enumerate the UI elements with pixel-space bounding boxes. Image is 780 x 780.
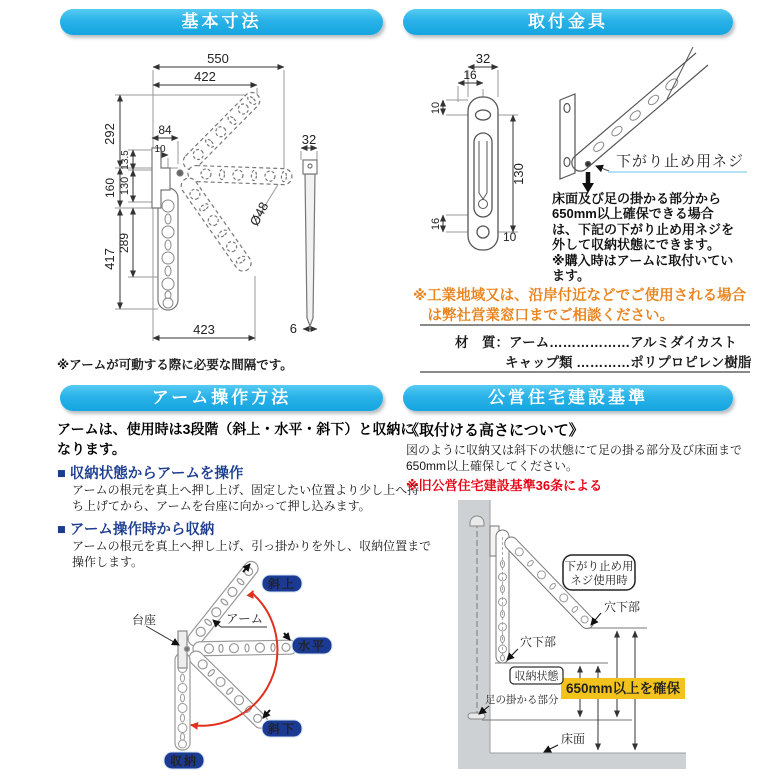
dim-160: 160 (103, 177, 117, 199)
height-body (406, 442, 742, 474)
arm-label: アーム (226, 612, 264, 626)
side-view-arm-profile (305, 174, 315, 326)
bracket-side-view (560, 47, 708, 193)
step1-body (72, 482, 419, 514)
dim-13-5: 13.5 (120, 150, 131, 170)
dim-10: 10 (154, 144, 166, 155)
wall (458, 500, 490, 769)
base-label: 台座 (132, 613, 157, 627)
screw-state-line2: ネジ使用時 (570, 575, 628, 587)
dim-130: 130 (511, 163, 526, 185)
section-title-mounting-bracket: 取付金具 (403, 9, 733, 35)
text-line: 床面及び足の掛かる部分から (552, 191, 722, 206)
foot-catch-part (468, 713, 485, 719)
material-row-caps: キャップ類 …………ポリプロピレン樹脂 (505, 355, 752, 370)
text-line: は弊社営業窓口までご相談ください。 (413, 307, 674, 324)
hole-bottom-label-lower: 穴下部 (520, 635, 557, 649)
step1-heading: ■ 収納状態からアームを操作 (57, 466, 244, 482)
pivot-bolt (177, 170, 183, 176)
dim-32-side: 32 (301, 132, 317, 147)
stopper-screw (586, 162, 591, 167)
floor-leader (544, 745, 558, 752)
text-line: ち上げてから、アームを台座に向かって押し込みます。 (72, 499, 371, 513)
material-row-arm: 材 質：アーム………………アルミダイカスト (455, 335, 737, 350)
arm-operation-diagram (130, 556, 390, 778)
height-subtitle: 《取付ける高さについて》 (404, 422, 584, 439)
badge-up-label: 斜上 (267, 577, 297, 591)
dim-16-top: 16 (463, 68, 477, 82)
pivot (185, 647, 190, 652)
floor-label: 床面 (561, 732, 586, 746)
text-line: アームの根元を真上へ押し上げ、固定したい位置より少し上へ持 (72, 483, 420, 497)
arm-horizontal (193, 640, 297, 656)
extension-lines (115, 70, 317, 341)
dim-130: 130 (119, 176, 131, 196)
text-line: 操作します。 (72, 555, 144, 569)
material-table-top-rule (420, 324, 750, 326)
floor (490, 753, 686, 769)
dim-pole-diameter: Ø48 (246, 199, 272, 229)
text-line: なります。 (57, 441, 126, 457)
badge-stored-label: 収納 (169, 754, 199, 768)
dim-10-left: 10 (430, 101, 442, 115)
tip-arrow-horizontal (284, 633, 290, 640)
badge-down-label: 斜下 (267, 722, 297, 736)
base-label-leader (146, 626, 179, 645)
text-line: ※工業地域又は、沿岸付近などでご使用される場合 (413, 288, 747, 304)
section-title-housing-standard: 公営住宅建設基準 (403, 385, 733, 411)
dim-292: 292 (102, 123, 117, 145)
text-line: は、下記の下がり止め用ネジを (552, 221, 735, 237)
arm-down (186, 648, 270, 731)
break-line (667, 47, 693, 99)
dim-16-bottom: 16 (430, 217, 442, 231)
screw-state-line1: 下がり止め用 (564, 561, 634, 573)
section-title-arm-operation: アーム操作方法 (60, 385, 383, 411)
arm-up (185, 559, 264, 649)
text-line: ます。 (552, 268, 590, 284)
text-line: 650mm以上確保してください。 (406, 459, 579, 473)
dim-32: 32 (475, 51, 491, 66)
dim-417: 417 (102, 248, 117, 270)
standard-reference-note: ※旧公営住宅建設基準36条による (406, 478, 603, 493)
basic-dimensions-drawing (0, 48, 390, 348)
dim-6: 6 (289, 321, 297, 336)
side-view-hook (308, 164, 312, 168)
dim-550: 550 (207, 51, 229, 66)
stopper-screw-description (552, 191, 752, 283)
pole-cap (470, 516, 484, 526)
arm-positions (152, 89, 317, 326)
screw-label-leader (596, 166, 609, 171)
arm-horizontal-position (188, 165, 292, 185)
dim-423: 423 (193, 322, 215, 337)
text-line: アームの根元を真上へ押し上げ、引っ掛かりを外し、収納位置まで (72, 539, 432, 553)
text-line: 外して収納状態にできます。 (552, 237, 720, 253)
arm-down-position (178, 175, 254, 274)
dim-10-bottom: 10 (503, 230, 517, 244)
dim-422: 422 (194, 69, 216, 84)
step2-heading: ■ アーム操作時から収納 (57, 522, 215, 538)
hole-bottom-label-upper: 穴下部 (604, 600, 641, 614)
rotation-arc-arrow-top (250, 591, 253, 597)
text-line: ※購入時はアームに取付いてい (552, 252, 734, 268)
screw-label: 下がり止め用ネジ (616, 153, 745, 170)
industrial-area-warning (413, 287, 768, 326)
operation-intro (57, 419, 414, 459)
clearance-label: 650mm以上を確保 (565, 681, 681, 696)
text-line: 図のように収納又は斜下の状態にて足の掛る部分及び床面まで (406, 443, 743, 457)
stored-state-label: 収納状態 (514, 670, 559, 683)
dim-84: 84 (158, 123, 172, 137)
installation-height-diagram (440, 492, 730, 777)
dim-289: 289 (117, 232, 131, 254)
text-line: アームは、使用時は3段階（斜上・水平・斜下）と収納に (57, 421, 415, 437)
section-title-basic-dimensions: 基本寸法 (60, 9, 383, 35)
foot-part-label: 足の掛かる部分 (485, 694, 559, 706)
bracket-front-view (468, 97, 498, 250)
basic-dimensions-note: ※アームが可動する際に必要な間隔です。 (57, 358, 293, 372)
badge-horizontal-label: 水平 (297, 639, 327, 653)
material-table-bottom-rule (420, 371, 750, 373)
text-line: 650mm以上確保できる場合 (552, 206, 714, 222)
arm-up-position (180, 89, 263, 173)
